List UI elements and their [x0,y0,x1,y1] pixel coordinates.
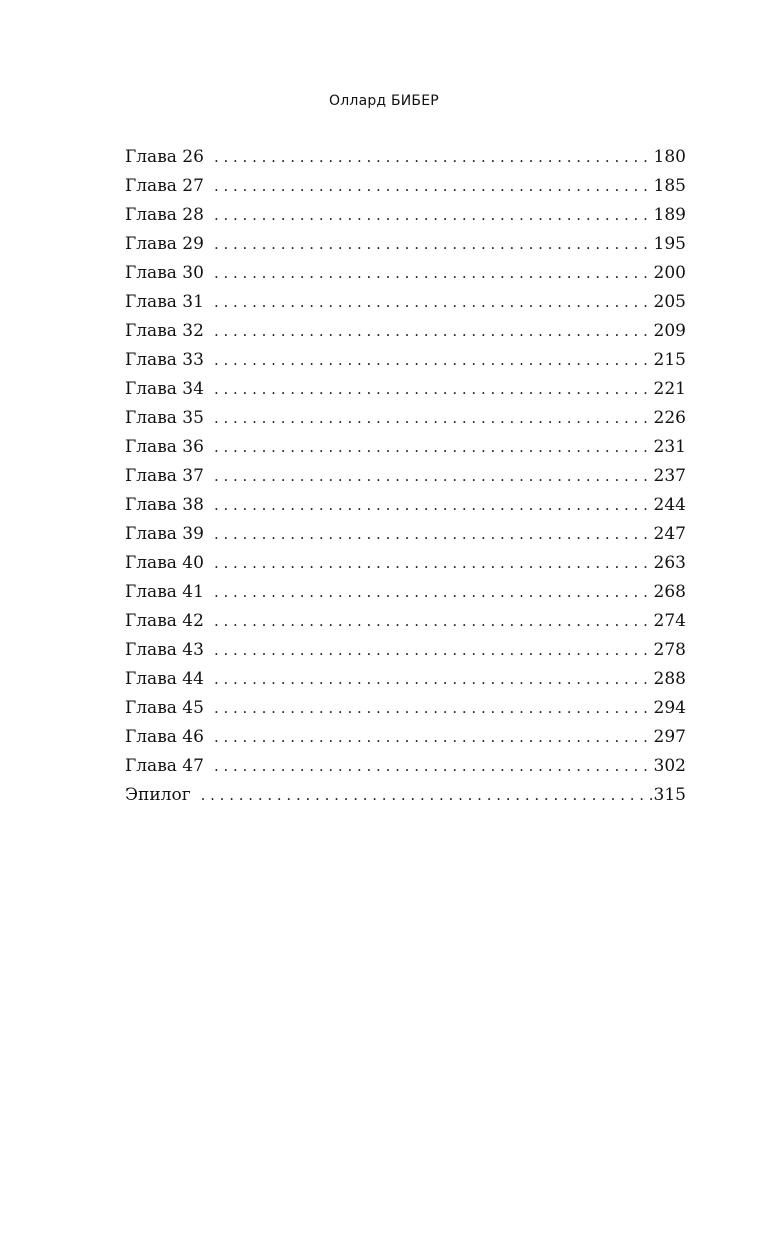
toc-dot-leader [214,694,652,723]
toc-entry-page-number: 200 [653,263,686,283]
toc-entry [125,317,686,346]
toc-entry [125,346,686,375]
toc-dot-leader [214,288,652,317]
toc-entry-title: Глава 38 [125,495,204,515]
toc-entry [125,433,686,462]
toc-dot-leader [214,317,652,346]
toc-dot-leader [214,665,652,694]
toc-dot-leader [214,230,652,259]
toc-entry [125,259,686,288]
toc-entry-title: Глава 28 [125,205,204,225]
toc-dot-leader [201,781,652,810]
toc-entry-page-number: 244 [653,495,686,515]
toc-entry [125,549,686,578]
toc-entry-page-number: 237 [653,466,686,486]
toc-entry-page-number: 180 [653,147,686,167]
toc-entry-title: Глава 42 [125,611,204,631]
toc-entry-title: Глава 34 [125,379,204,399]
toc-entry-page-number: 274 [653,611,686,631]
toc-entry-page-number: 263 [653,553,686,573]
toc-entry [125,201,686,230]
toc-entry [125,404,686,433]
toc-entry-page-number: 185 [653,176,686,196]
toc-entry [125,665,686,694]
toc-entry-title: Глава 43 [125,640,204,660]
toc-entry [125,172,686,201]
toc-entry-title: Глава 40 [125,553,204,573]
running-header: Оллард БИБЕР [329,93,439,109]
toc-dot-leader [214,607,652,636]
toc-entry-page-number: 268 [653,582,686,602]
toc-entry [125,694,686,723]
toc-dot-leader [214,636,652,665]
toc-entry-title: Глава 30 [125,263,204,283]
toc-entry-page-number: 221 [653,379,686,399]
toc-entry [125,230,686,259]
toc-entry [125,288,686,317]
toc-entry-title: Глава 26 [125,147,204,167]
toc-dot-leader [214,201,652,230]
toc-entry-title: Глава 29 [125,234,204,254]
toc-dot-leader [214,491,652,520]
toc-entry-page-number: 294 [653,698,686,718]
toc-dot-leader [214,172,652,201]
toc-entry-title: Глава 47 [125,756,204,776]
toc-dot-leader [214,549,652,578]
toc-entry [125,520,686,549]
toc-entry [125,143,686,172]
toc-entry-title: Глава 27 [125,176,204,196]
toc-dot-leader [214,723,652,752]
toc-entry-page-number: 278 [653,640,686,660]
toc-entry [125,636,686,665]
toc-dot-leader [214,259,652,288]
toc-dot-leader [214,346,652,375]
toc-entry-title: Глава 45 [125,698,204,718]
toc-entry-page-number: 297 [653,727,686,747]
toc-dot-leader [214,462,652,491]
toc-entry [125,781,686,810]
toc-entry-title: Глава 36 [125,437,204,457]
toc-entry-page-number: 315 [653,785,686,805]
table-of-contents [125,143,686,810]
toc-dot-leader [214,433,652,462]
toc-dot-leader [214,143,652,172]
toc-entry-page-number: 195 [653,234,686,254]
toc-dot-leader [214,578,652,607]
toc-entry [125,578,686,607]
toc-dot-leader [214,375,652,404]
toc-entry-title: Глава 31 [125,292,204,312]
toc-entry-page-number: 209 [653,321,686,341]
toc-entry-page-number: 226 [653,408,686,428]
toc-entry-title: Глава 39 [125,524,204,544]
toc-entry-page-number: 231 [653,437,686,457]
toc-entry [125,491,686,520]
toc-entry-page-number: 288 [653,669,686,689]
toc-entry-page-number: 205 [653,292,686,312]
toc-entry-page-number: 302 [653,756,686,776]
toc-entry [125,752,686,781]
toc-dot-leader [214,752,652,781]
toc-entry-title: Глава 44 [125,669,204,689]
toc-entry-page-number: 189 [653,205,686,225]
toc-entry-title: Глава 33 [125,350,204,370]
toc-entry [125,607,686,636]
toc-entry-title: Глава 41 [125,582,204,602]
toc-dot-leader [214,520,652,549]
toc-entry [125,723,686,752]
toc-entry-page-number: 247 [653,524,686,544]
toc-entry-title: Глава 37 [125,466,204,486]
toc-entry [125,375,686,404]
toc-entry-page-number: 215 [653,350,686,370]
toc-entry-title: Глава 32 [125,321,204,341]
toc-dot-leader [214,404,652,433]
toc-entry-title: Эпилог [125,785,191,805]
toc-entry [125,462,686,491]
toc-entry-title: Глава 46 [125,727,204,747]
toc-entry-title: Глава 35 [125,408,204,428]
